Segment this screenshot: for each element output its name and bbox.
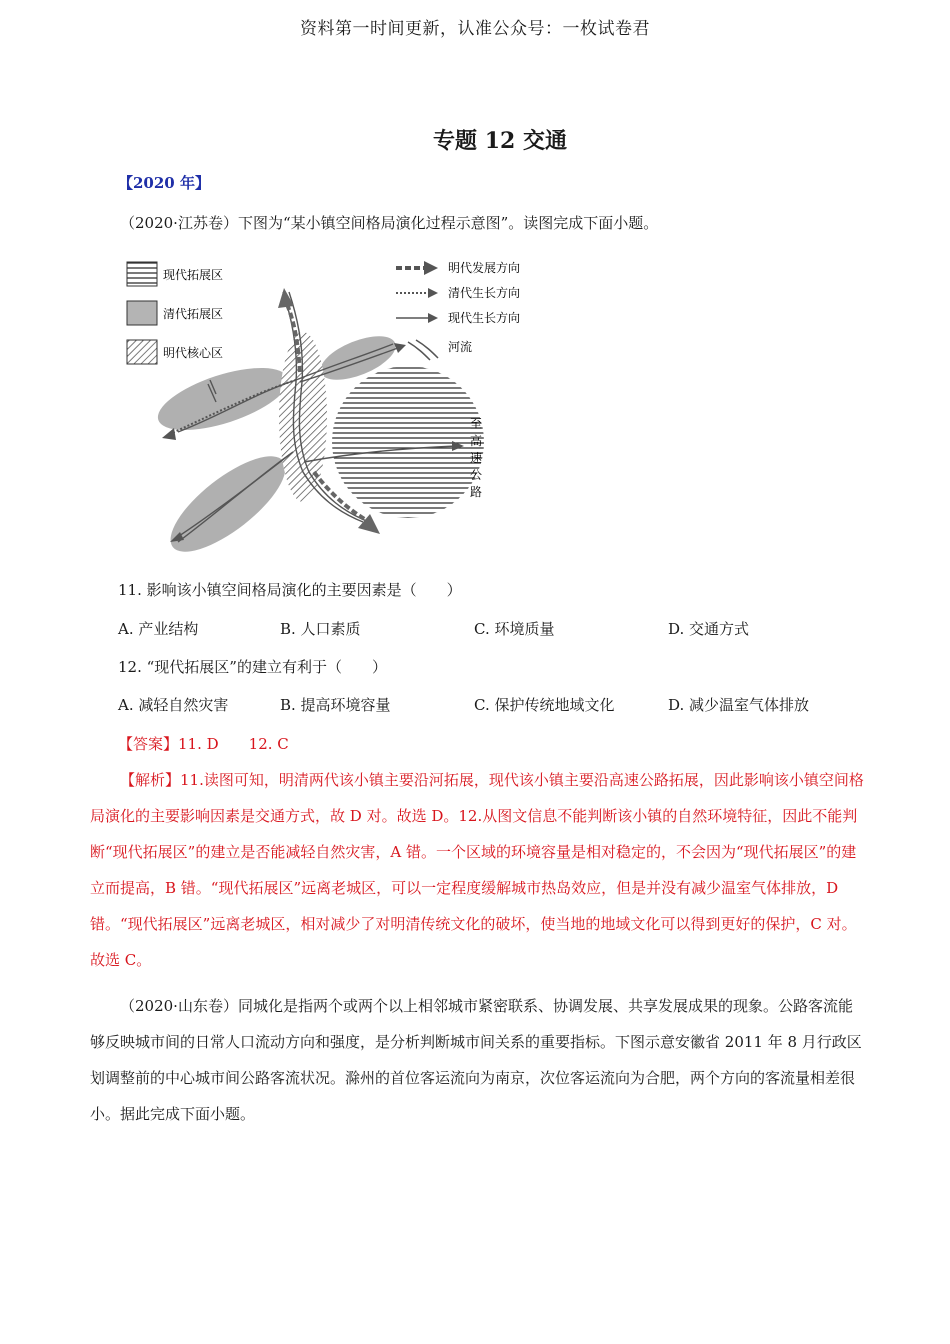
highway-label-1: 至 — [470, 417, 483, 431]
q11-option-b: B. 人口素质 — [280, 620, 361, 638]
legend-modern-swatch — [127, 262, 157, 286]
q11-option-a: A. 产业结构 — [118, 620, 199, 638]
highway-label-5: 路 — [470, 485, 483, 499]
question-11-stem: 11. 影响该小镇空间格局演化的主要因素是（ ） — [118, 581, 462, 599]
legend-ming-label: 明代核心区 — [163, 346, 224, 360]
legend-modern-arrow-icon — [396, 313, 438, 323]
q12-option-d: D. 减少温室气体排放 — [668, 696, 810, 714]
answer-line — [118, 733, 289, 754]
q11-option-d: D. 交通方式 — [668, 620, 750, 638]
analysis-text: 11.读图可知，明清两代该小镇主要沿河拓展，现代该小镇主要沿高速公路拓展，因此影响该小镇空间格局演化的主要影响因素是交通方式，故 D 对。故选 D。12.从图文信息不能判断该小镇的自然环境特征，因此不能判断“现代拓展区”的建立是否能减轻自然灾害，A 错。一个区域的环境容量是相对稳定的，不会因为“现代拓展区”的建立而提高，B 错。“现代拓展区”远离老城区，可以一定程度缓解城市热岛效应，但是并没有减少温室气体排放，D 错。“现代拓展区”远离老城区，相对减少了对明清传统文化的破坏，使当地的地域文化可以得到更好的保护，C 对。故选 C。 — [90, 771, 864, 969]
legend-ming-arrow-icon — [396, 261, 438, 275]
legend-ming-dir-label: 明代发展方向 — [448, 261, 521, 275]
legend-qing-arrow-icon — [396, 288, 438, 298]
q12-option-a: A. 减轻自然灾害 — [118, 696, 229, 714]
ming-core-zone — [279, 332, 327, 502]
answer-text: 11. D 12. C — [178, 735, 289, 753]
legend-ming-swatch — [127, 340, 157, 364]
year-tag: 【2020 年】 — [118, 174, 210, 192]
question-intro-jiangsu: （2020·江苏卷）下图为“某小镇空间格局演化过程示意图”。读图完成下面小题。 — [120, 214, 659, 232]
highway-label-2: 高 — [470, 434, 483, 448]
page-header: 资料第一时间更新，认准公众号：一枚试卷君 — [300, 19, 650, 39]
q12-option-b: B. 提高环境容量 — [280, 696, 391, 714]
modern-zone — [332, 366, 484, 518]
question-intro-shandong: （2020·山东卷）同城化是指两个或两个以上相邻城市紧密联系、协调发展、共享发展成果的现象。公路客流能够反映城市间的日常人口流动方向和强度，是分析判断城市间关系的重要指标。下图示意安徽省 2011 年 8 月行政区划调整前的中心城市间公路客流状况。滁州的首位客运流向为南京，次位客运流向为合肥，两个方向的客流量相差很小。据此完成下面小题。 — [90, 997, 862, 1123]
q12-option-c: C. 保护传统地域文化 — [474, 696, 615, 714]
legend-modern-label: 现代拓展区 — [163, 268, 224, 282]
page-title: 专题 12 交通 — [433, 128, 567, 154]
legend-qing-dir-label: 清代生长方向 — [448, 286, 521, 300]
highway-label-3: 速 — [470, 451, 483, 465]
question-12-stem: 12. “现代拓展区”的建立有利于（ ） — [118, 658, 387, 676]
q11-option-c: C. 环境质量 — [474, 620, 555, 638]
legend-qing-label: 清代拓展区 — [163, 307, 224, 321]
town-evolution-map — [118, 252, 548, 554]
legend-river-label: 河流 — [448, 340, 473, 354]
legend-modern-dir-label: 现代生长方向 — [448, 311, 521, 325]
legend-river-icon — [408, 340, 438, 360]
legend-qing-swatch — [127, 301, 157, 325]
analysis-label: 【解析】 — [120, 771, 181, 789]
analysis-paragraph — [90, 762, 865, 978]
answer-label: 【答案】 — [118, 735, 179, 753]
highway-label-4: 公 — [470, 468, 483, 482]
